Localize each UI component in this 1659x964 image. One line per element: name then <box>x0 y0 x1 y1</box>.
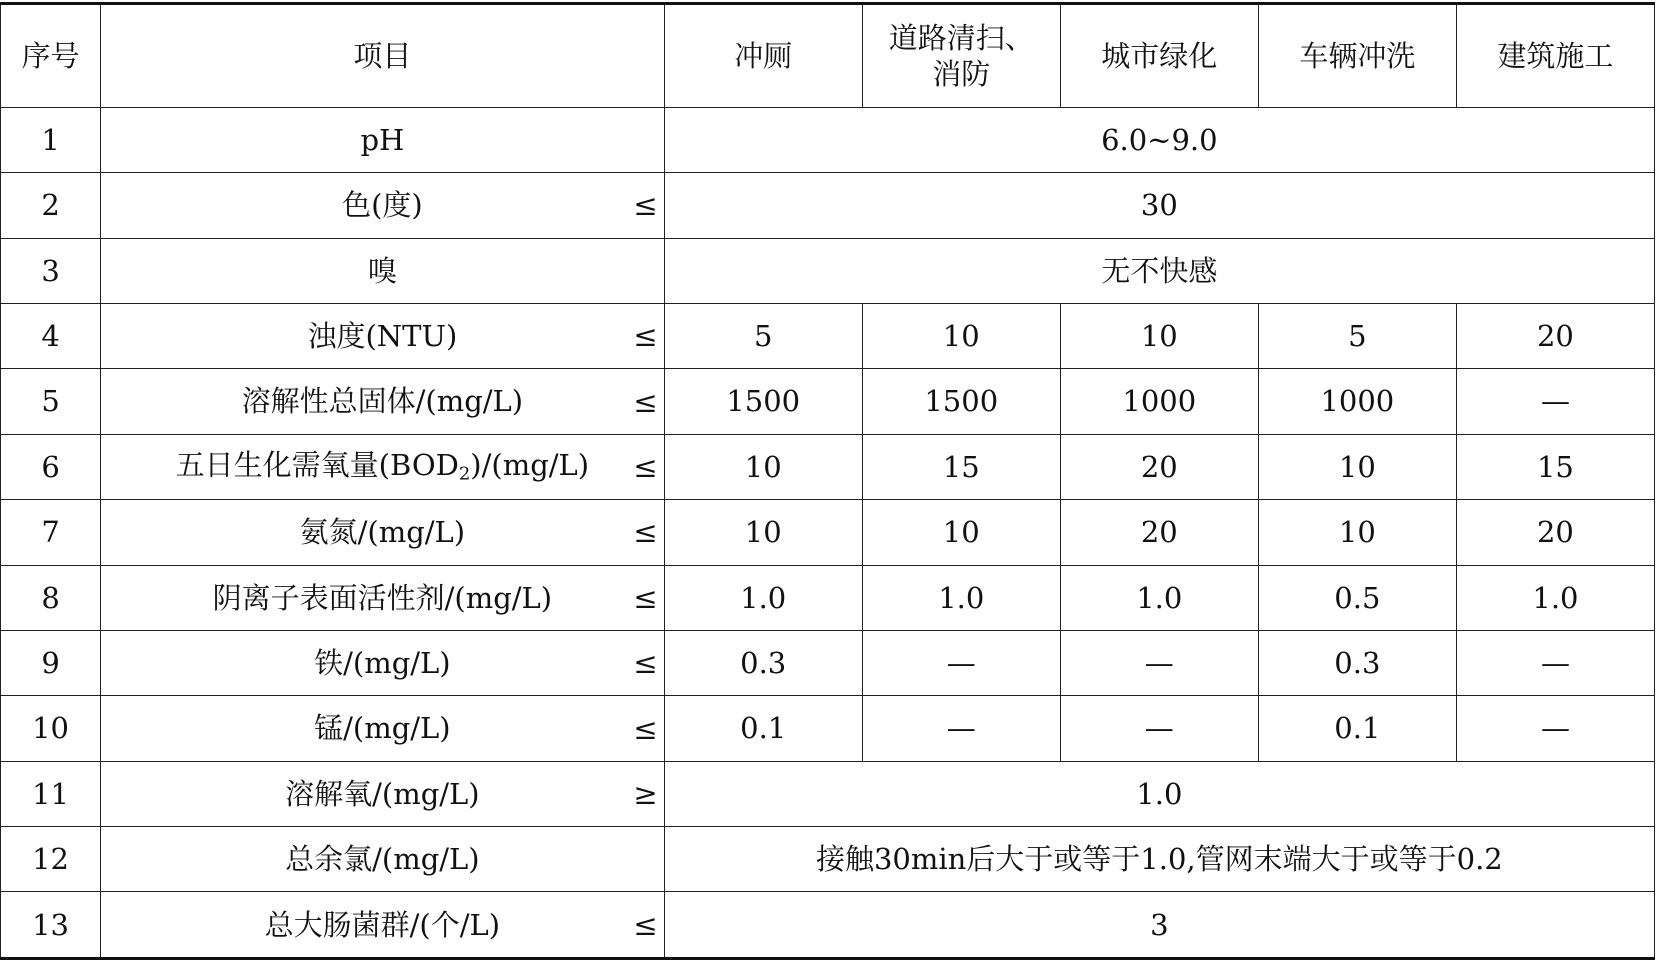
value-cell: 15 <box>1456 434 1654 499</box>
value-cell: 10 <box>1258 500 1456 565</box>
value-cell: 10 <box>664 434 862 499</box>
row-no: 1 <box>1 107 101 172</box>
value-cell: 1.0 <box>664 565 862 630</box>
item-label: 溶解性总固体/(mg/L) <box>241 384 524 419</box>
value-cell: 1000 <box>1060 369 1258 434</box>
table-row <box>1 369 1655 434</box>
span-value: 无不快感 <box>664 238 1654 303</box>
header-construction: 建筑施工 <box>1456 4 1654 108</box>
row-item <box>101 107 665 172</box>
limit-symbol: ≤ <box>633 449 658 484</box>
value-cell: — <box>1456 696 1654 761</box>
value-cell: 20 <box>1456 500 1654 565</box>
row-no: 3 <box>1 238 101 303</box>
item-label: 阴离子表面活性剂/(mg/L) <box>212 580 553 615</box>
row-no: 7 <box>1 500 101 565</box>
limit-symbol: ≤ <box>633 188 658 223</box>
value-cell: 0.5 <box>1258 565 1456 630</box>
value-cell: 0.1 <box>664 696 862 761</box>
value-cell: 20 <box>1060 434 1258 499</box>
value-cell: 10 <box>862 500 1060 565</box>
item-label: 嗅 <box>367 253 397 288</box>
span-value: 1.0 <box>664 761 1654 826</box>
row-item <box>101 696 665 761</box>
row-no: 4 <box>1 303 101 368</box>
table-row <box>1 107 1655 172</box>
header-item: 项目 <box>101 4 665 108</box>
table-row <box>1 238 1655 303</box>
row-item <box>101 630 665 695</box>
row-item <box>101 892 665 959</box>
limit-symbol: ≤ <box>633 711 658 746</box>
row-no: 13 <box>1 892 101 959</box>
row-no: 12 <box>1 827 101 892</box>
value-cell: 1.0 <box>1456 565 1654 630</box>
value-cell: 20 <box>1456 303 1654 368</box>
value-cell: — <box>862 696 1060 761</box>
water-quality-table <box>0 2 1655 960</box>
value-cell: 0.1 <box>1258 696 1456 761</box>
header-toilet: 冲厕 <box>664 4 862 108</box>
item-label: 铁/(mg/L) <box>314 645 451 680</box>
header-no: 序号 <box>1 4 101 108</box>
value-cell: 0.3 <box>664 630 862 695</box>
value-cell: — <box>1456 369 1654 434</box>
value-cell: 10 <box>664 500 862 565</box>
value-cell: — <box>1060 696 1258 761</box>
item-label: 氨氮/(mg/L) <box>299 515 466 550</box>
table-row <box>1 827 1655 892</box>
header-greening: 城市绿化 <box>1060 4 1258 108</box>
row-no: 5 <box>1 369 101 434</box>
table-row <box>1 434 1655 499</box>
header-row <box>1 4 1655 108</box>
row-no: 9 <box>1 630 101 695</box>
value-cell: 20 <box>1060 500 1258 565</box>
limit-symbol: ≤ <box>633 907 658 942</box>
value-cell: — <box>1060 630 1258 695</box>
limit-symbol: ≤ <box>633 319 658 354</box>
value-cell: 1500 <box>862 369 1060 434</box>
value-cell: — <box>862 630 1060 695</box>
table-row <box>1 173 1655 238</box>
row-item <box>101 565 665 630</box>
limit-symbol: ≤ <box>633 515 658 550</box>
table-row <box>1 892 1655 959</box>
item-label: 溶解氧/(mg/L) <box>285 776 480 811</box>
value-cell: 5 <box>664 303 862 368</box>
table-row <box>1 565 1655 630</box>
row-no: 6 <box>1 434 101 499</box>
table-row <box>1 500 1655 565</box>
value-cell: 1.0 <box>862 565 1060 630</box>
item-label: 锰/(mg/L) <box>314 711 451 746</box>
item-label <box>176 447 589 486</box>
table-row <box>1 761 1655 826</box>
table-row <box>1 630 1655 695</box>
value-cell: 5 <box>1258 303 1456 368</box>
span-value: 6.0~9.0 <box>664 107 1654 172</box>
row-item <box>101 173 665 238</box>
value-cell: 1500 <box>664 369 862 434</box>
value-cell: 1.0 <box>1060 565 1258 630</box>
row-item <box>101 434 665 499</box>
value-cell: 1000 <box>1258 369 1456 434</box>
header-road-cleaning: 道路清扫、消防 <box>862 4 1060 108</box>
item-label: pH <box>360 122 405 157</box>
limit-symbol: ≥ <box>633 776 658 811</box>
span-value: 30 <box>664 173 1654 238</box>
row-item <box>101 238 665 303</box>
table-row <box>1 696 1655 761</box>
limit-symbol: ≤ <box>633 580 658 615</box>
item-label: 总余氯/(mg/L) <box>285 842 480 877</box>
item-label-pre: 五日生化需氧量(BOD <box>175 448 459 483</box>
value-cell: — <box>1456 630 1654 695</box>
table-row <box>1 303 1655 368</box>
limit-symbol: ≤ <box>633 645 658 680</box>
value-cell: 10 <box>1258 434 1456 499</box>
row-no: 10 <box>1 696 101 761</box>
value-cell: 10 <box>862 303 1060 368</box>
value-cell: 10 <box>1060 303 1258 368</box>
row-item <box>101 827 665 892</box>
span-value: 接触30min后大于或等于1.0,管网末端大于或等于0.2 <box>664 827 1654 892</box>
header-vehicle-wash: 车辆冲洗 <box>1258 4 1456 108</box>
row-item <box>101 369 665 434</box>
row-no: 8 <box>1 565 101 630</box>
item-label: 浊度(NTU) <box>307 319 458 354</box>
item-label-subscript: 2 <box>458 463 471 485</box>
limit-symbol: ≤ <box>633 384 658 419</box>
span-value: 3 <box>664 892 1654 959</box>
item-label: 色(度) <box>342 188 423 223</box>
value-cell: 0.3 <box>1258 630 1456 695</box>
row-no: 11 <box>1 761 101 826</box>
item-label-post: )/(mg/L) <box>470 448 590 483</box>
row-item <box>101 303 665 368</box>
row-no: 2 <box>1 173 101 238</box>
row-item <box>101 761 665 826</box>
item-label: 总大肠菌群/(个/L) <box>264 907 501 942</box>
row-item <box>101 500 665 565</box>
value-cell: 15 <box>862 434 1060 499</box>
